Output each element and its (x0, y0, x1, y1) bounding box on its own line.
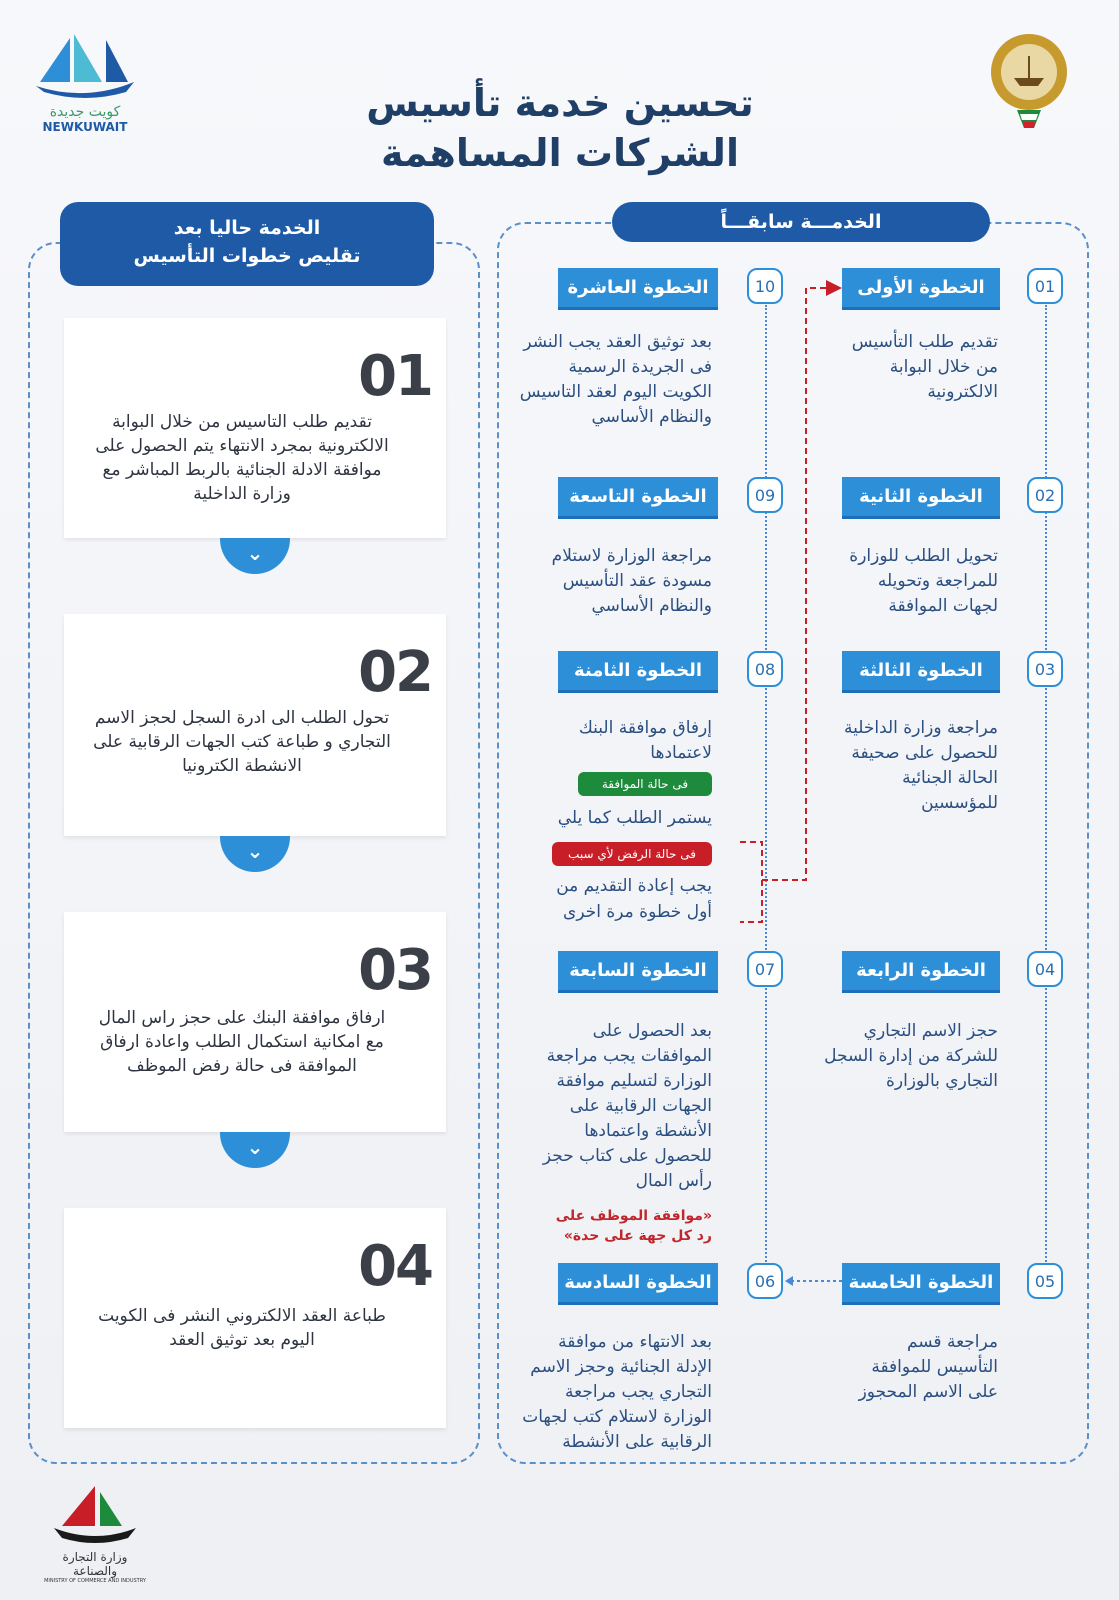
page-title (300, 78, 820, 178)
step-label-05: الخطوة الخامسة (842, 1263, 1000, 1305)
new-step-text: ارفاق موافقة البنك على حجز راس المال مع امكانية استكمال الطلب واعادة ارفاق الموافقة فى حالة رفض الموظف (98, 1008, 386, 1076)
new-step-card-2 (64, 614, 446, 836)
new-step-number: 02 (358, 640, 432, 705)
new-step-card-3 (64, 912, 446, 1132)
step-desc-05: مراجعة قسم التأسيس للموافقة على الاسم المحجوز (858, 1332, 998, 1402)
old-service-header: الخدمـــة سابقـــاً (612, 202, 990, 242)
ministry-name-en: MINISTRY OF COMMERCE AND INDUSTRY (44, 1578, 146, 1584)
new-step-text: تقديم طلب التاسيس من خلال البوابة الالكترونية بمجرد الانتهاء يتم الحصول على موافقة الادلة الجنائية بالربط المباشر مع وزارة الداخلية (95, 412, 389, 504)
step-label-01: الخطوة الأولى (842, 268, 1000, 310)
new-step-card-1 (64, 318, 446, 538)
approve-text: يستمر الطلب كما يلي (557, 808, 712, 828)
emblem-icon (984, 30, 1074, 130)
step-label-08: الخطوة الثامنة (558, 651, 718, 693)
new-step-text: تحول الطلب الى ادرة السجل لحجز الاسم التجاري و طباعة كتب الجهات الرقابية على الانشطة الكترونيا (93, 708, 391, 776)
step-label-02: الخطوة الثانية (842, 477, 1000, 519)
step-desc-03: مراجعة وزارة الداخلية للحصول على صحيفة الحالة الجنائية للمؤسسين (843, 718, 998, 813)
step-number-07: 07 (747, 951, 783, 987)
step-label-04: الخطوة الرابعة (842, 951, 1000, 993)
step-label-09: الخطوة التاسعة (558, 477, 718, 519)
step-desc-01: تقديم طلب التأسيس من خلال البوابة الالكترونية (851, 332, 998, 402)
step-desc-02: تحويل الطلب للوزارة للمراجعة وتحويله لجهات الموافقة (849, 546, 998, 616)
new-step-text: طباعة العقد الالكتروني النشر فى الكويت اليوم بعد توثيق العقد (98, 1306, 386, 1350)
ministry-logo (40, 1486, 150, 1586)
flow-line-right (1045, 305, 1047, 1270)
step-number-06: 06 (747, 1263, 783, 1299)
employee-approval-note-1: «موافقة الموظف على (555, 1208, 712, 1224)
reject-text-2: أول خطوة مرة اخرى (563, 902, 712, 922)
step-label-06: الخطوة السادسة (558, 1263, 718, 1305)
step-label-03: الخطوة الثالثة (842, 651, 1000, 693)
step-number-04: 04 (1027, 951, 1063, 987)
logo-arabic-text: كويت جديدة (49, 104, 121, 120)
step-desc-04: حجز الاسم التجاري للشركة من إدارة السجل التجاري بالوزارة (824, 1021, 998, 1091)
logo-english-text: NEWKUWAIT (42, 120, 128, 134)
boat-logo-icon (30, 30, 140, 100)
reject-badge: فى حالة الرفض لأي سبب (552, 842, 712, 866)
new-step-number: 04 (358, 1234, 432, 1299)
step-desc-08: إرفاق موافقة البنك لاعتمادها (578, 718, 712, 763)
new-step-card-4 (64, 1208, 446, 1428)
new-kuwait-logo (30, 30, 140, 134)
chevron-down-icon: ⌄ (220, 538, 290, 574)
step-desc-06: بعد الانتهاء من موافقة الإدلة الجنائية وحجز الاسم التجاري يجب مراجعة الوزارة لاستلام كتب لجهات الرقابية على الأنشطة (522, 1332, 712, 1452)
step-label-07: الخطوة السابعة (558, 951, 718, 993)
step-number-02: 02 (1027, 477, 1063, 513)
step-desc-10: بعد توثيق العقد يجب النشر فى الجريدة الرسمية الكويت اليوم لعقد التاسيس والنظام الأساسي (519, 332, 712, 427)
new-service-header-line1: الخدمة حاليا بعد (173, 217, 321, 239)
ministry-name-ar: وزارة التجارة والصناعة (62, 1550, 128, 1578)
step-label-10: الخطوة العاشرة (558, 268, 718, 310)
step-number-10: 10 (747, 268, 783, 304)
approve-badge: فى حالة الموافقة (578, 772, 712, 796)
step-number-05: 05 (1027, 1263, 1063, 1299)
step-desc-07: بعد الحصول على الموافقات يجب مراجعة الوزارة لتسليم موافقة الجهات الرقابية على الأنشطة واعتمادها للحصول على كتاب حجز رأس المال (542, 1021, 712, 1191)
page-title-line1: تحسين خدمة تأسيس (366, 81, 754, 125)
page-title-line2: الشركات المساهمة (381, 131, 739, 175)
step-number-01: 01 (1027, 268, 1063, 304)
step-number-08: 08 (747, 651, 783, 687)
new-service-header-line2: تقليص خطوات التأسيس (133, 245, 361, 267)
chevron-down-icon: ⌄ (220, 836, 290, 872)
ministry-boat-icon (40, 1486, 150, 1546)
employee-approval-note-2: رد كل جهة على حدة» (563, 1228, 712, 1244)
new-step-number: 03 (358, 938, 432, 1003)
kuwait-emblem (984, 30, 1074, 130)
new-step-number: 01 (358, 344, 432, 409)
new-service-header (60, 202, 434, 286)
step-number-09: 09 (747, 477, 783, 513)
step-desc-09: مراجعة الوزارة لاستلام مسودة عقد التأسيس والنظام الأساسي (551, 546, 712, 616)
reject-text-1: يجب إعادة التقديم من (556, 876, 712, 896)
chevron-down-icon: ⌄ (220, 1132, 290, 1168)
reject-loop-arrow (740, 280, 850, 930)
step5-to-step6-arrow (785, 1274, 845, 1288)
step-number-03: 03 (1027, 651, 1063, 687)
